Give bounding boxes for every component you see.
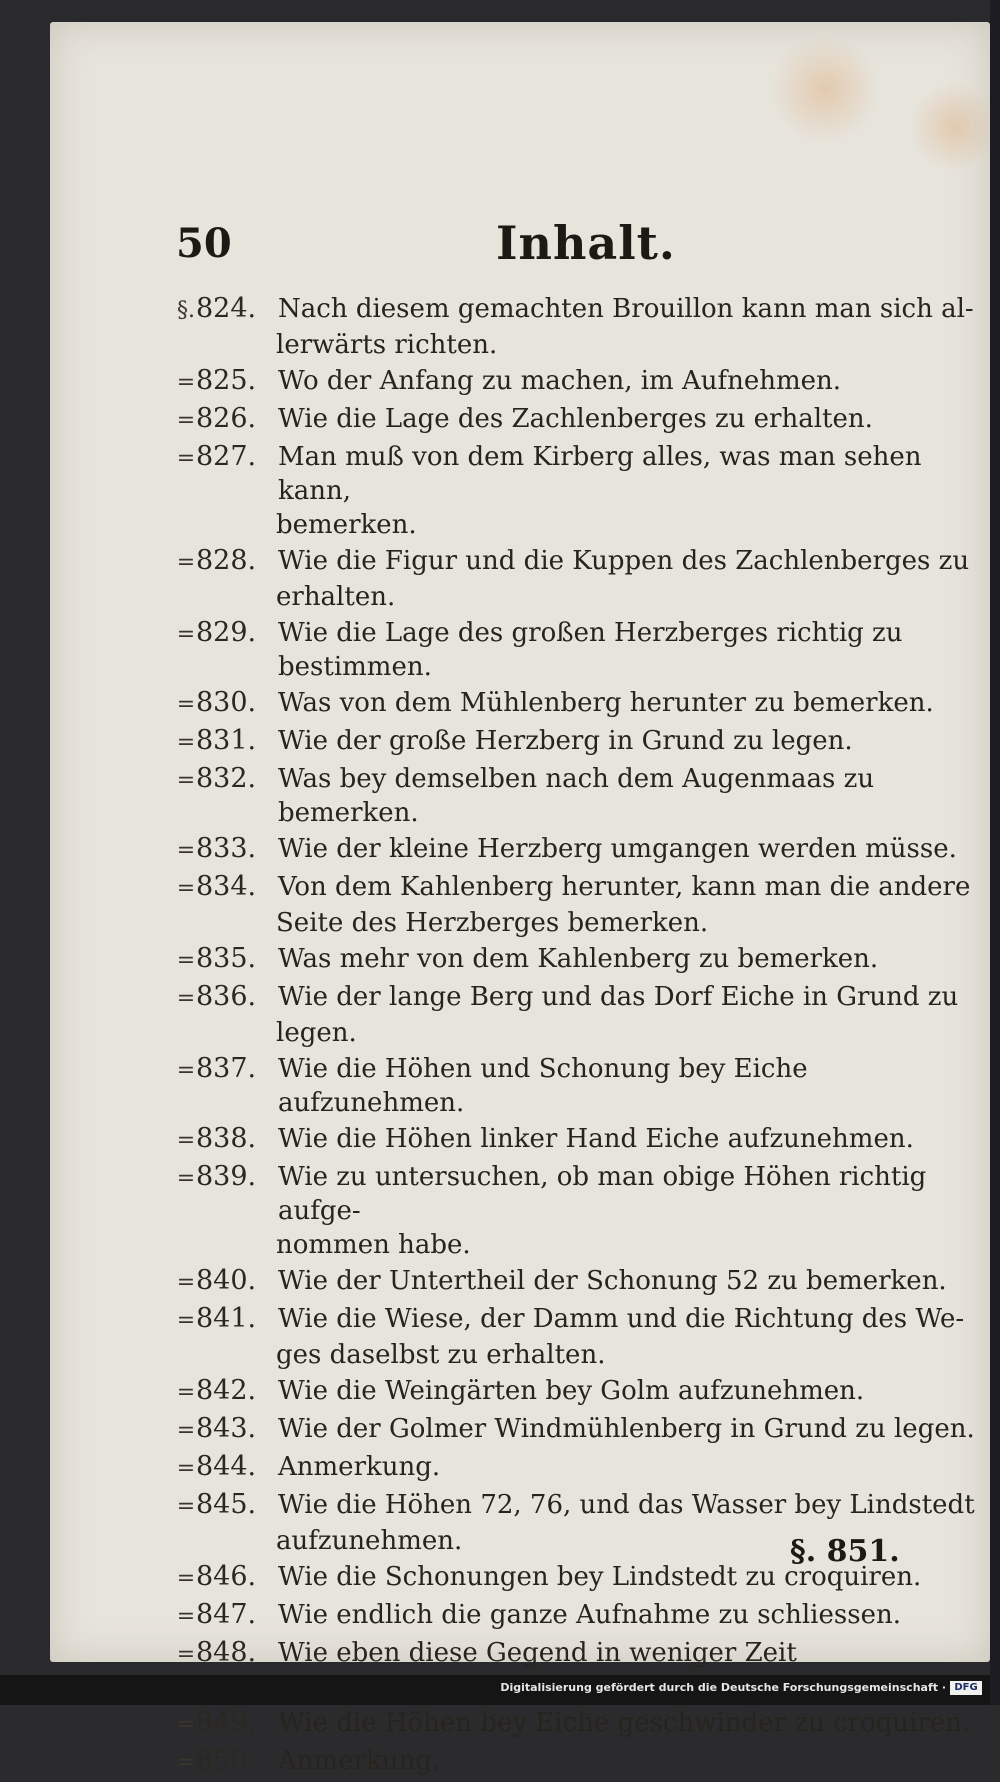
section-title: Was mehr von dem Kahlenberg zu bemerken. [278,944,879,974]
section-marker: = [176,408,196,433]
section-number: 833. [196,833,257,864]
section-number: 826. [196,403,257,434]
toc-entry [176,1122,976,1158]
toc-entry [176,1160,976,1262]
page-number: 50 [176,220,232,267]
section-marker: = [176,730,196,755]
section-number: 829. [196,617,257,648]
foxing-stain [770,34,880,144]
toc-entry [176,686,976,722]
toc-entry [176,942,976,978]
toc-entry-line [176,1122,976,1158]
toc-entry-line [176,1264,976,1300]
toc-entry-line [176,980,976,1016]
toc-entry-line [176,544,976,580]
section-number: 847. [196,1599,257,1630]
toc-entry [176,724,976,760]
section-number: 843. [196,1413,257,1444]
section-marker: = [176,1750,196,1775]
section-marker: = [176,838,196,863]
section-title: Wie der Golmer Windmühlenberg in Grund zu legen. [278,1414,975,1444]
toc-entry [176,832,976,868]
toc-entry [176,292,976,362]
section-title: Wie die Weingärten bey Golm aufzunehmen. [278,1376,865,1406]
toc-entry-line [176,1374,976,1410]
section-marker: = [176,986,196,1011]
section-title-continuation: aufzunehmen. [276,1526,463,1556]
section-title: Man muß von dem Kirberg alles, was man sehen kann, [278,442,922,506]
section-number: 845. [196,1489,257,1520]
section-title: Wie endlich die ganze Aufnahme zu schliessen. [278,1600,901,1630]
toc-entry [176,1302,976,1372]
foxing-stain [910,82,1000,172]
section-title: Von dem Kahlenberg herunter, kann man die andere [278,872,971,902]
section-number: 842. [196,1375,257,1406]
section-marker: = [176,1166,196,1191]
toc-entry-line [176,1450,976,1486]
section-marker: = [176,622,196,647]
section-marker: = [176,1128,196,1153]
toc-entry-line [176,1052,976,1120]
toc-entry [176,870,976,940]
section-title-continuation: bemerken. [276,510,417,540]
section-number: 835. [196,943,257,974]
section-title: Wo der Anfang zu machen, im Aufnehmen. [278,366,842,396]
toc-entry-line [176,440,976,508]
toc-entry-line [176,870,976,906]
section-marker: = [176,446,196,471]
toc-entry [176,1706,976,1742]
toc-entry [176,544,976,614]
section-marker: = [176,1380,196,1405]
toc-entry-line [176,686,976,722]
section-title: Wie eben diese Gegend in weniger Zeit [278,1638,797,1668]
section-title-continuation: Seite des Herzberges bemerken. [276,908,709,938]
section-title: Wie die Figur und die Kuppen des Zachlenberges zu [278,546,970,576]
toc-entry [176,1744,976,1780]
section-title: Wie zu untersuchen, ob man obige Höhen richtig aufge- [278,1162,927,1226]
toc-entry [176,1450,976,1486]
toc-entry-line [176,1302,976,1338]
toc-entry-line [176,1744,976,1780]
section-title: Wie die Höhen bey Eiche geschwinder zu croquiren. [278,1708,971,1738]
toc-entry [176,364,976,400]
toc-entry-line [176,364,976,400]
section-title: Wie die Höhen linker Hand Eiche aufzunehmen. [278,1124,914,1154]
footer-bar [0,1675,990,1705]
section-marker: = [176,1604,196,1629]
section-number: 827. [196,441,257,472]
section-title: Nach diesem gemachten Brouillon kann man sich al- [278,294,974,324]
toc-entry-line [176,942,976,978]
section-number: 840. [196,1265,257,1296]
catchword: §. 851. [790,1534,900,1569]
section-title: Wie die Lage des Zachlenberges zu erhalten. [278,404,873,434]
section-title: Wie der kleine Herzberg umgangen werden müsse. [278,834,957,864]
section-number: 848. [196,1637,257,1668]
section-title: Anmerkung. [278,1452,441,1482]
section-title-continuation: legen. [276,1018,357,1048]
section-marker: = [176,692,196,717]
section-number: 849. [196,1707,257,1738]
dfg-logo: DFG [950,1681,982,1695]
toc-entry-line [176,1598,976,1634]
section-number: 832. [196,763,257,794]
section-title: Wie die Höhen 72, 76, und das Wasser bey Lindstedt [278,1490,975,1520]
section-marker: = [176,1494,196,1519]
section-number: 838. [196,1123,257,1154]
section-title: Wie die Höhen und Schonung bey Eiche aufzunehmen. [278,1054,808,1118]
section-number: 824. [196,293,257,324]
section-title: Wie der Untertheil der Schonung 52 zu bemerken. [278,1266,947,1296]
toc-entry [176,1374,976,1410]
section-marker: = [176,1270,196,1295]
toc-entry-line [176,402,976,438]
section-marker: = [176,768,196,793]
section-title: Was bey demselben nach dem Augenmaas zu bemerken. [278,764,875,828]
section-marker: = [176,948,196,973]
section-title: Was von dem Mühlenberg herunter zu bemerken. [278,688,934,718]
section-number: 828. [196,545,257,576]
section-title-continuation: nommen habe. [276,1230,471,1260]
section-title: Wie der große Herzberg in Grund zu legen. [278,726,853,756]
section-marker: = [176,1642,196,1667]
toc-entry [176,1412,976,1448]
toc-entry-line [176,616,976,684]
section-number: 850. [196,1745,257,1776]
section-title: Wie die Schonungen bey Lindstedt zu croquiren. [278,1562,922,1592]
toc-entry-line [176,832,976,868]
section-title: Wie die Wiese, der Damm und die Richtung des We- [278,1304,965,1334]
running-title: Inhalt. [496,216,676,270]
section-number: 844. [196,1451,257,1482]
toc-entry [176,440,976,542]
toc-entry [176,402,976,438]
toc-entry [176,1052,976,1120]
section-marker: = [176,1418,196,1443]
section-number: 825. [196,365,257,396]
section-marker: = [176,1566,196,1591]
section-title-continuation: lerwärts richten. [276,330,498,360]
toc-entry [176,616,976,684]
section-title: Anmerkung. [278,1746,441,1776]
toc-entry [176,1598,976,1634]
toc-entry-line [176,1412,976,1448]
section-number: 846. [196,1561,257,1592]
section-number: 834. [196,871,257,902]
toc-entry-line [176,1706,976,1742]
toc-entry-line [176,762,976,830]
toc-entry-line [176,1160,976,1228]
section-number: 831. [196,725,257,756]
section-number: 837. [196,1053,257,1084]
toc-entry-line [176,724,976,760]
section-marker: = [176,370,196,395]
section-marker: = [176,1058,196,1083]
section-marker: = [176,1456,196,1481]
section-marker: = [176,1712,196,1737]
toc-entry-line [176,1488,976,1524]
section-title-continuation: erhalten. [276,582,396,612]
section-marker: = [176,1308,196,1333]
section-marker: = [176,550,196,575]
book-spine-edge [990,0,1000,1705]
toc-entry [176,980,976,1050]
page-header [176,216,916,280]
section-title: Wie der lange Berg und das Dorf Eiche in Grund zu [278,982,959,1012]
section-number: 830. [196,687,257,718]
section-title: Wie die Lage des großen Herzberges richtig zu bestimmen. [278,618,903,682]
toc-entry [176,762,976,830]
section-number: 836. [196,981,257,1012]
section-title-continuation: ges daselbst zu erhalten. [276,1340,606,1370]
funding-credit: Digitalisierung gefördert durch die Deutsche Forschungsgemeinschaft · [500,1681,946,1694]
section-number: 839. [196,1161,257,1192]
section-marker: §. [177,298,195,323]
section-number: 841. [196,1303,257,1334]
toc-entry-line [176,292,976,328]
section-marker: = [176,876,196,901]
toc-entry [176,1264,976,1300]
